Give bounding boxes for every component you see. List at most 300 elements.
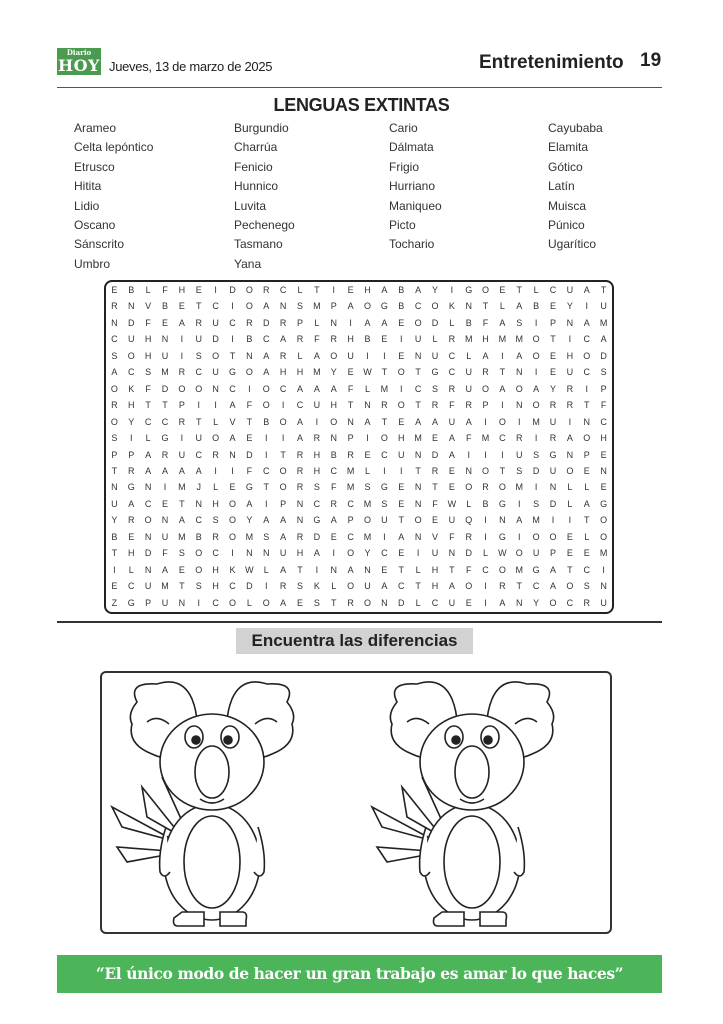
grid-letter: A: [280, 564, 287, 575]
grid-letter: C: [532, 581, 540, 592]
grid-letter: A: [381, 317, 388, 328]
grid-letter: R: [296, 482, 304, 493]
grid-letter: H: [347, 334, 354, 345]
grid-letter: S: [533, 449, 540, 460]
grid-letter: I: [130, 433, 133, 444]
grid-letter: O: [600, 531, 608, 542]
grid-letter: R: [381, 400, 388, 411]
grid-letter: A: [145, 465, 152, 476]
grid-letter: R: [279, 350, 287, 361]
grid-letter: K: [313, 581, 320, 592]
grid-letter: T: [145, 400, 151, 411]
grid-letter: C: [448, 367, 456, 378]
grid-letter: F: [145, 383, 151, 394]
grid-letter: I: [214, 465, 217, 476]
grid-letter: E: [566, 531, 573, 542]
grid-letter: D: [313, 531, 321, 542]
grid-letter: E: [550, 367, 557, 378]
word-list-item: Fenicio: [234, 159, 273, 174]
grid-letter: R: [263, 285, 270, 295]
grid-letter: I: [484, 416, 487, 427]
grid-letter: K: [128, 383, 135, 394]
grid-letter: F: [465, 433, 472, 444]
section-title: Entretenimiento: [479, 52, 624, 73]
grid-letter: U: [397, 449, 405, 460]
grid-letter: U: [448, 597, 456, 608]
word-list-item: Cario: [389, 121, 418, 135]
grid-letter: R: [296, 465, 304, 476]
grid-letter: I: [383, 350, 386, 361]
grid-letter: A: [263, 515, 270, 526]
grid-letter: D: [246, 581, 253, 592]
word-list-item: Púnico: [548, 218, 585, 232]
grid-letter: T: [567, 564, 573, 575]
grid-letter: T: [499, 367, 506, 378]
grid-letter: N: [465, 301, 472, 312]
grid-letter: B: [128, 285, 135, 295]
grid-letter: B: [263, 416, 270, 427]
grid-letter: T: [330, 597, 337, 608]
grid-letter: O: [262, 400, 270, 411]
grid-letter: O: [229, 531, 237, 542]
grid-letter: C: [313, 498, 321, 509]
grid-letter: R: [128, 465, 135, 476]
grid-letter: A: [296, 383, 303, 394]
grid-letter: H: [566, 350, 574, 361]
grid-letter: N: [600, 581, 607, 592]
grid-letter: I: [265, 581, 268, 592]
grid-letter: C: [397, 581, 405, 592]
grid-letter: Y: [566, 301, 573, 312]
grid-letter: R: [516, 433, 523, 444]
grid-letter: A: [178, 465, 185, 476]
grid-letter: S: [431, 383, 438, 394]
grid-letter: T: [179, 581, 185, 592]
grid-letter: T: [516, 285, 523, 295]
grid-letter: F: [347, 383, 354, 394]
grid-letter: D: [600, 350, 607, 361]
grid-letter: C: [229, 317, 236, 328]
grid-letter: P: [600, 383, 607, 394]
grid-letter: I: [265, 449, 268, 460]
grid-letter: A: [415, 416, 422, 427]
grid-letter: H: [296, 548, 304, 559]
grid-letter: P: [347, 515, 354, 526]
grid-letter: O: [195, 383, 203, 394]
grid-letter: O: [397, 367, 405, 378]
grid-letter: B: [195, 531, 202, 542]
grid-letter: R: [246, 317, 253, 328]
grid-letter: L: [128, 564, 134, 575]
grid-letter: G: [532, 564, 540, 575]
grid-letter: O: [482, 465, 490, 476]
grid-letter: U: [381, 515, 388, 526]
grid-letter: I: [568, 515, 572, 526]
grid-letter: A: [499, 383, 506, 394]
word-list-item: Ugarítico: [548, 237, 597, 252]
grid-letter: I: [518, 498, 521, 509]
grid-letter: S: [296, 581, 303, 592]
grid-letter: C: [499, 433, 506, 444]
grid-letter: M: [245, 531, 254, 542]
grid-letter: E: [347, 367, 354, 378]
grid-letter: C: [212, 597, 219, 608]
grid-letter: T: [584, 400, 590, 411]
grid-letter: A: [330, 515, 337, 526]
grid-letter: R: [212, 531, 219, 542]
grid-letter: E: [381, 334, 388, 345]
grid-letter: R: [279, 317, 287, 328]
grid-letter: U: [178, 449, 186, 460]
grid-letter: S: [516, 465, 523, 476]
grid-letter: I: [197, 400, 201, 411]
grid-letter: U: [161, 597, 169, 608]
grid-letter: M: [498, 334, 507, 345]
grid-letter: O: [363, 515, 371, 526]
grid-letter: N: [600, 465, 607, 476]
grid-letter: M: [515, 334, 524, 345]
grid-letter: U: [195, 433, 203, 444]
grid-letter: I: [265, 433, 268, 444]
grid-letter: I: [315, 564, 319, 575]
grid-letter: A: [229, 433, 236, 444]
grid-letter: O: [397, 400, 405, 411]
grid-letter: N: [566, 449, 574, 460]
grid-letter: A: [583, 498, 590, 509]
grid-letter: O: [262, 383, 270, 394]
grid-letter: T: [111, 548, 118, 559]
grid-letter: N: [465, 465, 472, 476]
grid-letter: W: [498, 548, 507, 559]
grid-letter: N: [414, 449, 422, 460]
grid-letter: A: [263, 367, 270, 378]
grid-letter: H: [431, 564, 439, 575]
grid-letter: M: [363, 498, 372, 509]
grid-letter: O: [363, 597, 371, 608]
grid-letter: N: [279, 301, 287, 312]
grid-letter: U: [549, 416, 557, 427]
grid-letter: B: [465, 317, 472, 328]
grid-letter: C: [195, 449, 203, 460]
grid-letter: E: [583, 465, 590, 476]
grid-letter: L: [584, 482, 590, 493]
grid-letter: N: [195, 498, 203, 509]
koala-left: [112, 682, 294, 926]
grid-letter: U: [566, 367, 574, 378]
grid-letter: C: [347, 531, 354, 542]
grid-letter: C: [263, 465, 270, 476]
grid-letter: S: [533, 498, 540, 509]
grid-letter: U: [161, 350, 169, 361]
grid-letter: R: [195, 317, 203, 328]
grid-letter: I: [180, 350, 184, 361]
grid-letter: A: [162, 564, 169, 575]
grid-letter: A: [516, 350, 523, 361]
word-list-item: Hurriano: [389, 179, 436, 194]
grid-letter: L: [415, 564, 421, 575]
grid-letter: A: [178, 317, 185, 328]
grid-letter: T: [111, 465, 118, 476]
grid-letter: L: [297, 350, 303, 361]
grid-letter: C: [212, 548, 219, 559]
grid-letter: I: [315, 416, 319, 427]
grid-letter: E: [330, 531, 337, 542]
grid-letter: C: [448, 350, 456, 361]
grid-letter: G: [600, 498, 608, 509]
word-list-item: Oscano: [74, 218, 116, 232]
grid-letter: O: [498, 416, 506, 427]
grid-letter: R: [279, 581, 287, 592]
grid-letter: D: [229, 285, 236, 295]
grid-letter: M: [313, 367, 321, 378]
grid-letter: N: [144, 482, 152, 493]
grid-letter: C: [347, 498, 354, 509]
grid-letter: A: [381, 285, 388, 295]
word-list-item: Pechenego: [234, 218, 295, 232]
grid-letter: S: [195, 350, 202, 361]
grid-letter: Y: [533, 597, 540, 608]
grid-letter: R: [566, 383, 574, 394]
differences-title: Encuentra las diferencias: [236, 628, 473, 654]
grid-letter: F: [330, 482, 337, 493]
word-list-item: Gótico: [548, 159, 583, 174]
grid-letter: N: [161, 515, 169, 526]
grid-letter: E: [431, 515, 438, 526]
grid-letter: F: [449, 400, 455, 411]
grid-letter: A: [516, 301, 523, 312]
grid-letter: I: [281, 433, 285, 444]
grid-letter: N: [128, 301, 135, 312]
grid-letter: N: [583, 416, 591, 427]
grid-letter: O: [279, 416, 287, 427]
grid-letter: O: [583, 350, 591, 361]
grid-letter: E: [566, 548, 573, 559]
word-list-item: Hitita: [74, 179, 102, 194]
grid-letter: G: [498, 531, 506, 542]
grid-letter: B: [482, 498, 489, 509]
grid-letter: O: [465, 482, 473, 493]
grid-letter: N: [448, 548, 456, 559]
grid-letter: B: [398, 301, 405, 312]
grid-letter: H: [313, 449, 321, 460]
grid-letter: R: [549, 400, 557, 411]
grid-letter: R: [161, 449, 169, 460]
grid-letter: U: [465, 367, 472, 378]
grid-letter: C: [128, 581, 135, 592]
word-list-item: Dálmata: [389, 140, 434, 155]
grid-letter: T: [347, 400, 354, 411]
grid-letter: A: [313, 383, 320, 394]
grid-letter: O: [347, 548, 355, 559]
grid-letter: L: [297, 285, 303, 295]
grid-letter: R: [465, 531, 472, 542]
grid-letter: I: [366, 350, 369, 361]
quote-banner: “El único modo de hacer un gran trabajo es amar lo que haces”: [57, 955, 662, 993]
grid-letter: N: [111, 317, 118, 328]
grid-letter: T: [600, 285, 607, 295]
grid-letter: T: [381, 416, 388, 427]
word-list-item: Cayubaba: [548, 121, 603, 135]
grid-letter: U: [279, 548, 287, 559]
grid-letter: O: [498, 564, 506, 575]
grid-letter: P: [280, 498, 287, 509]
grid-letter: M: [161, 581, 169, 592]
grid-letter: R: [347, 597, 354, 608]
grid-letter: Z: [111, 597, 118, 608]
grid-letter: G: [127, 482, 135, 493]
grid-letter: L: [466, 350, 472, 361]
grid-letter: R: [448, 383, 456, 394]
grid-letter: D: [532, 465, 540, 476]
grid-letter: I: [501, 449, 504, 460]
grid-letter: I: [484, 531, 487, 542]
logo-big-text: HOY: [58, 56, 100, 75]
grid-letter: K: [448, 301, 455, 312]
grid-letter: A: [111, 367, 118, 378]
grid-letter: O: [566, 465, 574, 476]
grid-letter: O: [245, 285, 253, 295]
word-list-item: Latín: [548, 179, 575, 194]
grid-letter: S: [195, 581, 202, 592]
grid-letter: O: [532, 531, 540, 542]
grid-letter: E: [296, 597, 303, 608]
grid-letter: L: [263, 564, 269, 575]
grid-letter: E: [398, 482, 405, 493]
grid-letter: A: [550, 564, 557, 575]
grid-letter: I: [399, 465, 403, 476]
grid-letter: P: [482, 400, 489, 411]
grid-letter: C: [583, 367, 591, 378]
grid-letter: S: [145, 367, 152, 378]
grid-letter: Y: [364, 548, 371, 559]
grid-letter: I: [231, 334, 234, 345]
grid-letter: A: [162, 465, 169, 476]
grid-letter: O: [482, 383, 490, 394]
grid-letter: L: [246, 597, 252, 608]
grid-letter: P: [330, 301, 337, 312]
grid-letter: T: [229, 350, 236, 361]
grid-letter: I: [349, 317, 352, 328]
grid-letter: C: [583, 334, 591, 345]
grid-letter: I: [551, 515, 555, 526]
grid-letter: O: [144, 515, 152, 526]
grid-letter: O: [212, 433, 220, 444]
grid-letter: I: [416, 548, 420, 559]
grid-letter: I: [231, 301, 234, 312]
grid-letter: A: [229, 400, 236, 411]
grid-letter: O: [465, 581, 473, 592]
grid-letter: I: [383, 531, 386, 542]
grid-letter: R: [178, 367, 186, 378]
grid-letter: C: [161, 416, 169, 427]
grid-letter: I: [281, 400, 285, 411]
grid-letter: A: [415, 285, 422, 295]
grid-letter: H: [296, 367, 304, 378]
grid-letter: C: [549, 285, 557, 295]
grid-letter: N: [414, 482, 422, 493]
word-list-item: Tasmano: [234, 237, 283, 252]
grid-letter: L: [432, 334, 438, 345]
grid-letter: U: [161, 531, 169, 542]
grid-letter: O: [330, 350, 338, 361]
grid-letter: V: [431, 531, 438, 542]
grid-letter: N: [364, 400, 371, 411]
grid-letter: U: [313, 400, 321, 411]
grid-letter: H: [178, 285, 186, 295]
word-list-item: Maniqueo: [389, 198, 442, 213]
grid-letter: W: [363, 367, 372, 378]
grid-letter: A: [246, 498, 253, 509]
grid-letter: D: [465, 548, 472, 559]
grid-letter: A: [465, 416, 472, 427]
grid-letter: I: [484, 597, 487, 608]
grid-letter: T: [398, 515, 404, 526]
grid-letter: C: [111, 334, 118, 345]
grid-letter: Q: [465, 515, 473, 526]
grid-letter: N: [516, 400, 523, 411]
grid-letter: I: [602, 564, 605, 575]
grid-letter: C: [566, 597, 574, 608]
grid-letter: L: [213, 482, 219, 493]
grid-letter: E: [600, 482, 607, 493]
grid-letter: O: [110, 383, 118, 394]
grid-letter: H: [600, 433, 607, 444]
grid-letter: R: [296, 531, 304, 542]
grid-letter: R: [296, 449, 304, 460]
grid-letter: G: [245, 482, 253, 493]
grid-letter: C: [381, 449, 388, 460]
grid-letter: I: [501, 350, 504, 361]
grid-letter: H: [330, 400, 337, 411]
word-list-item: Muisca: [548, 198, 587, 213]
grid-letter: L: [314, 317, 320, 328]
grid-letter: R: [313, 433, 321, 444]
grid-letter: Y: [128, 416, 135, 427]
grid-letter: I: [383, 465, 386, 476]
grid-letter: B: [111, 531, 118, 542]
grid-letter: N: [347, 416, 354, 427]
grid-letter: E: [398, 350, 405, 361]
grid-letter: C: [144, 498, 152, 509]
grid-letter: P: [583, 449, 590, 460]
grid-letter: I: [585, 383, 589, 394]
grid-letter: C: [330, 465, 337, 476]
grid-letter: H: [431, 581, 439, 592]
grid-letter: C: [414, 383, 422, 394]
grid-letter: P: [550, 317, 557, 328]
grid-letter: B: [398, 285, 405, 295]
grid-letter: O: [195, 548, 203, 559]
grid-letter: I: [180, 433, 184, 444]
grid-letter: O: [212, 350, 220, 361]
grid-letter: D: [263, 317, 270, 328]
grid-letter: T: [449, 564, 455, 575]
grid-letter: C: [229, 581, 236, 592]
grid-letter: G: [161, 433, 169, 444]
grid-letter: Y: [330, 367, 337, 378]
grid-letter: A: [313, 548, 320, 559]
grid-letter: R: [111, 400, 118, 411]
grid-letter: V: [229, 416, 236, 427]
grid-letter: R: [330, 334, 337, 345]
grid-letter: O: [482, 285, 490, 295]
grid-letter: I: [197, 597, 201, 608]
grid-letter: F: [314, 334, 320, 345]
grid-letter: F: [465, 564, 472, 575]
grid-letter: G: [380, 482, 388, 493]
page-number: 19: [640, 50, 662, 71]
grid-letter: A: [550, 581, 557, 592]
